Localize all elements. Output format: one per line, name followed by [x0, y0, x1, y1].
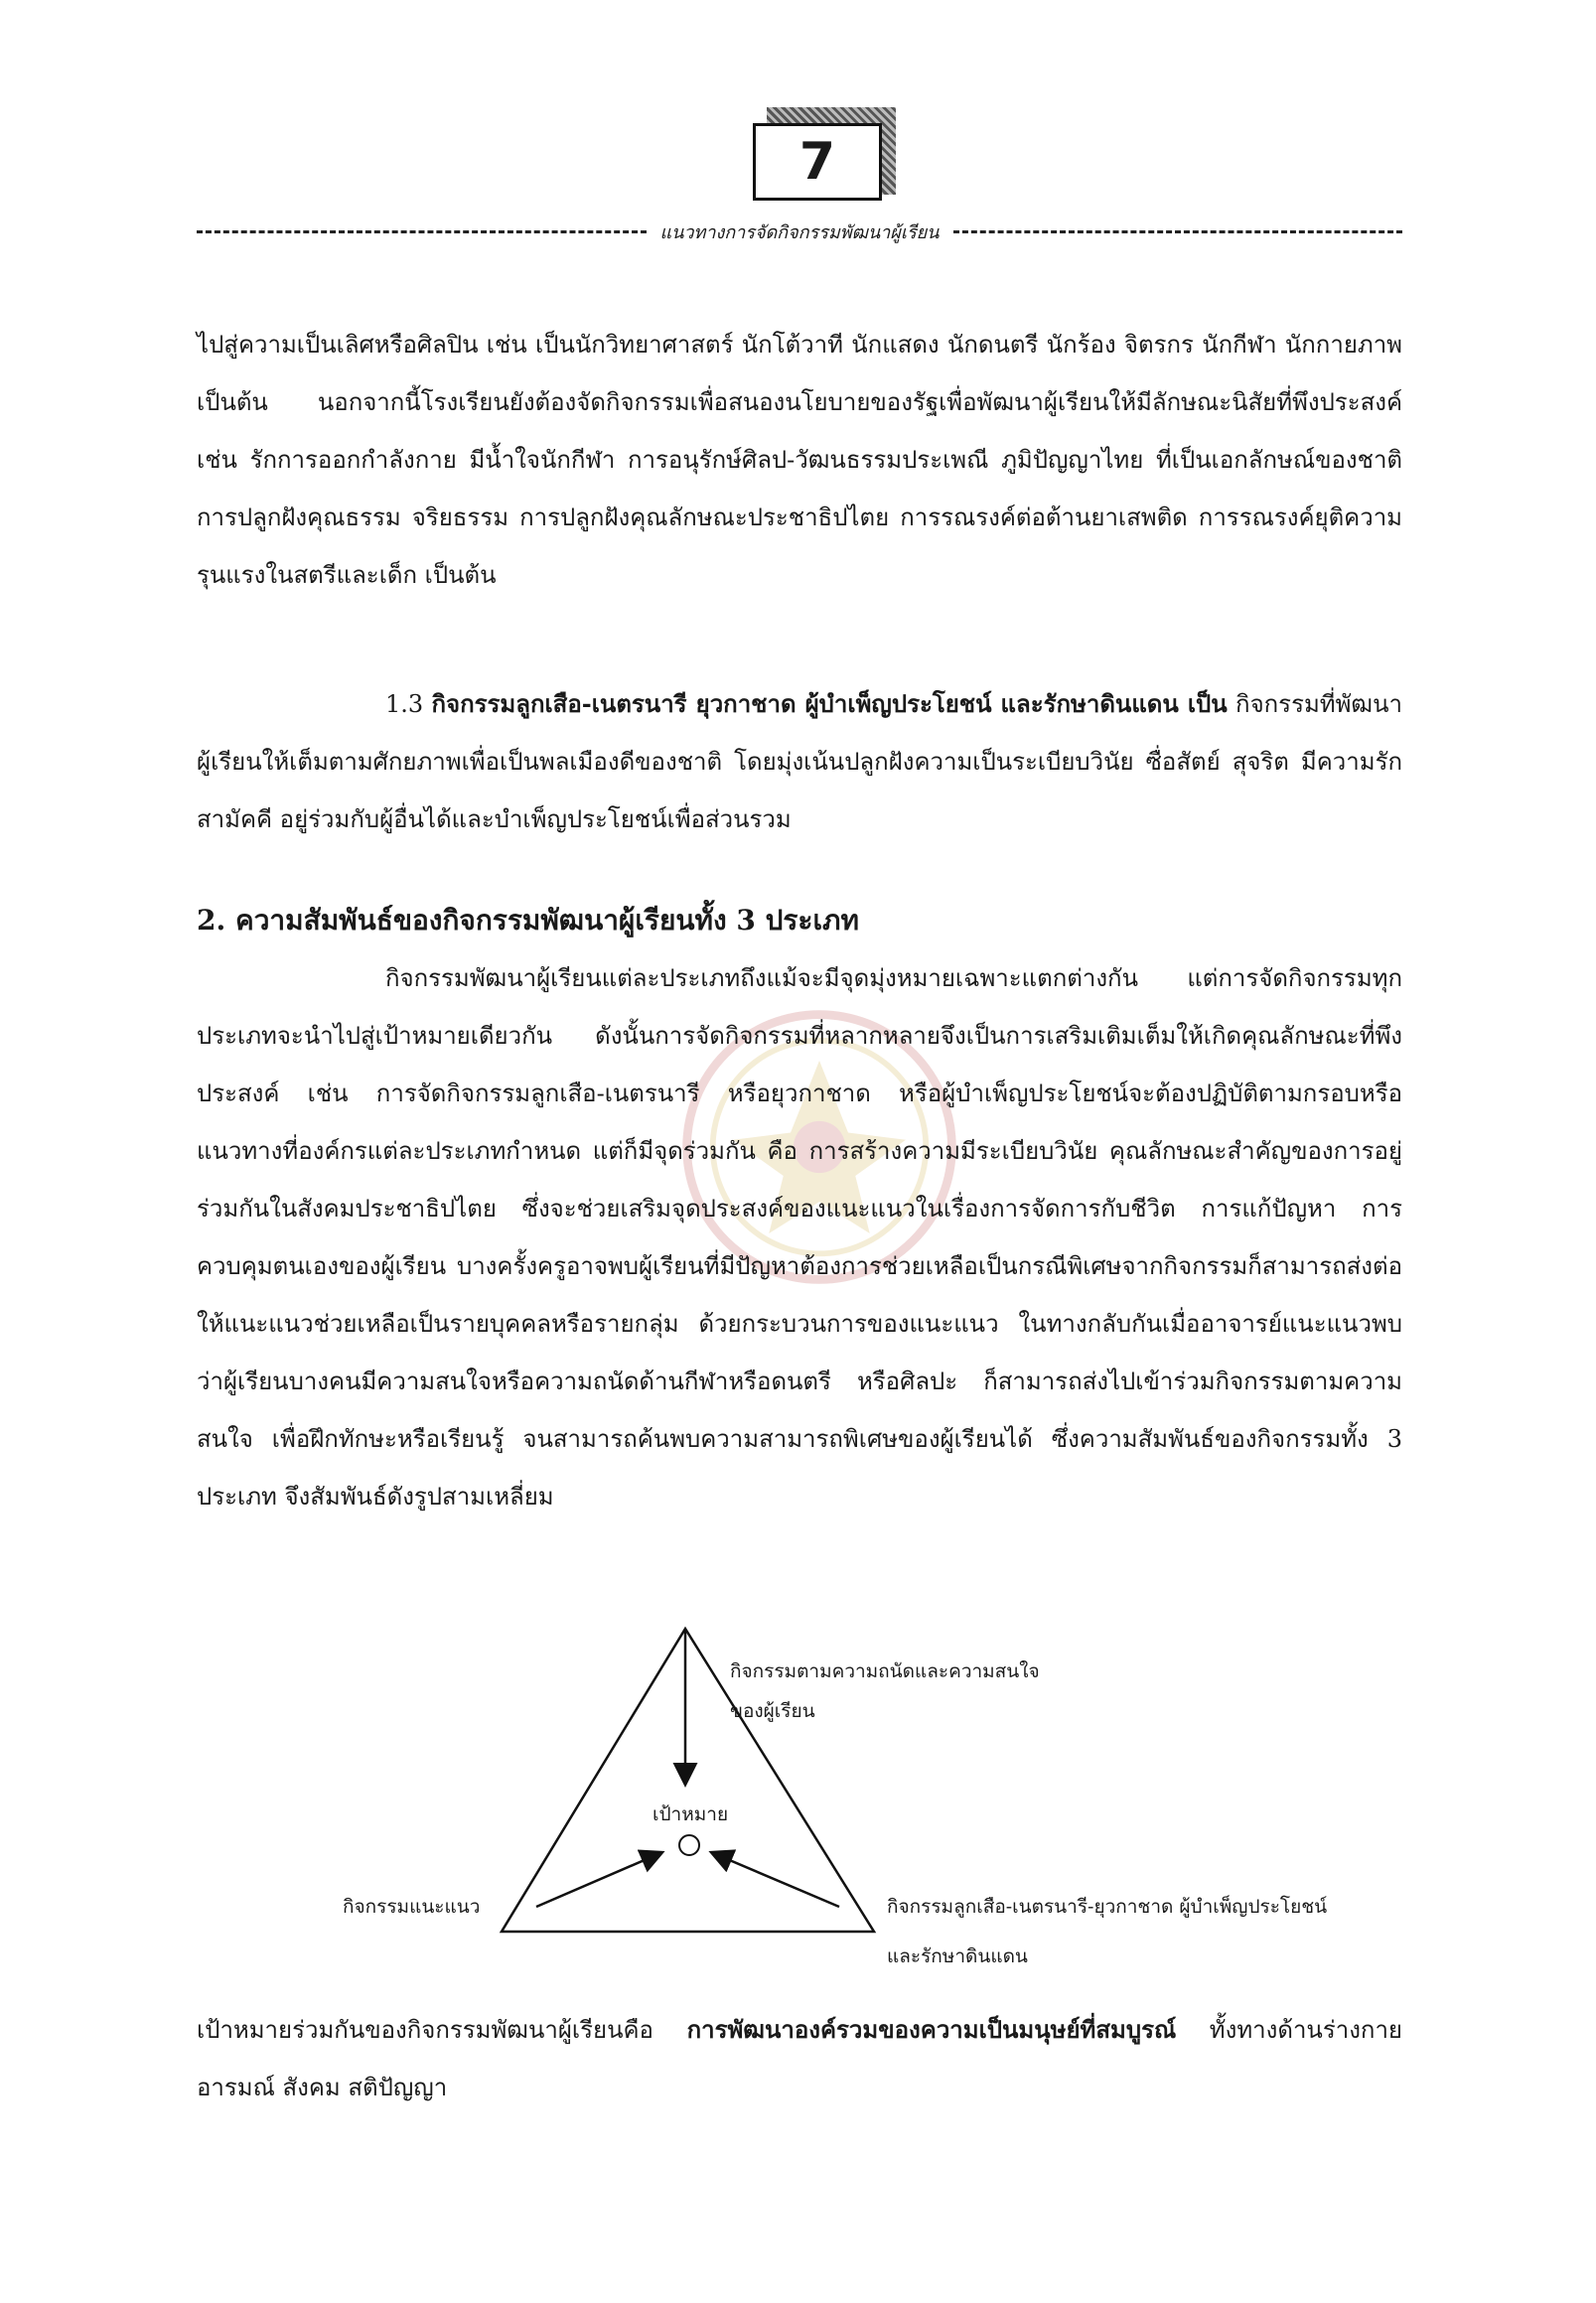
section-2-heading: 2. ความสัมพันธ์ของกิจกรรมพัฒนาผู้เรียนทั้ง 3 ประเภท: [197, 904, 859, 936]
running-header: [197, 216, 1402, 246]
intro-paragraph: ไปสู่ความเป็นเลิศหรือศิลปิน เช่น เป็นนักวิทยาศาสตร์ นักโต้วาที นักแสดง นักดนตรี นักร้อง จิตรกร นักกีฬา นักกายภาพ เป็นต้น นอกจากนี้โรงเรียนยังต้องจัดกิจกรรมเพื่อสนองนโยบายของรัฐเพื่อพัฒนาผู้เรียนให้มีลักษณะนิสัยที่พึงประสงค์ เช่น รักการออกกำลังกาย มีน้ำใจนักกีฬา การอนุรักษ์ศิลป-วัฒนธรรมประเพณี ภูมิปัญญาไทย ที่เป็นเอกลักษณ์ของชาติ การปลูกฝังคุณธรรม จริยธรรม การปลูกฝังคุณลักษณะประชาธิปไตย การรณรงค์ต่อต้านยาเสพติด การรณรงค์ยุติความรุนแรงในสตรีและเด็ก เป็นต้น: [197, 331, 1402, 589]
closing-tail: ทั้งทางด้านร่างกาย อารมณ์ สังคม สติปัญญา: [197, 2016, 1402, 2101]
diagram-right-label-line1: กิจกรรมลูกเสือ-เนตรนารี-ยุวกาชาด ผู้บำเพ็ญประโยชน์: [887, 1896, 1328, 1918]
section-1-3-paragraph: [197, 675, 1402, 848]
header-rule-right: [953, 230, 1403, 233]
diagram-left-label: กิจกรรมแนะแนว: [343, 1896, 481, 1918]
diagram-top-label-line1: กิจกรรมตามความถนัดและความสนใจ: [730, 1660, 1040, 1682]
closing-bold: การพัฒนาองค์รวมของความเป็นมนุษย์ที่สมบูรณ์: [686, 2015, 1177, 2044]
section-1-3-number: 1.3: [385, 690, 424, 718]
section-2-body: กิจกรรมพัฒนาผู้เรียนแต่ละประเภทถึงแม้จะมีจุดมุ่งหมายเฉพาะแตกต่างกัน แต่การจัดกิจกรรมทุกประเภทจะนำไปสู่เป้าหมายเดียวกัน ดังนั้นการจัดกิจกรรมที่หลากหลายจึงเป็นการเสริมเติมเต็มให้เกิดคุณลักษณะที่พึงประสงค์ เช่น การจัดกิจกรรมลูกเสือ-เนตรนารี หรือยุวกาชาด หรือผู้บำเพ็ญประโยชน์จะต้องปฏิบัติตามกรอบหรือแนวทางที่องค์กรแต่ละประเภทกำหนด แต่ก็มีจุดร่วมกัน คือ การสร้างความมีระเบียบวินัย คุณลักษณะสำคัญของการอยู่ร่วมกันในสังคมประชาธิปไตย ซึ่งจะช่วยเสริมจุดประสงค์ของแนะแนวในเรื่องการจัดการกับชีวิต การแก้ปัญหา การควบคุมตนเองของผู้เรียน บางครั้งครูอาจพบผู้เรียนที่มีปัญหาต้องการช่วยเหลือเป็นกรณีพิเศษจากกิจกรรมก็สามารถส่งต่อให้แนะแนวช่วยเหลือเป็นรายบุคคลหรือรายกลุ่ม ด้วยกระบวนการของแนะแนว ในทางกลับกันเมื่ออาจารย์แนะแนวพบว่าผู้เรียนบางคนมีความสนใจหรือความถนัดด้านกีฬาหรือดนตรี หรือศิลปะ ก็สามารถส่งไปเข้าร่วมกิจกรรมตามความสนใจ เพื่อฝึกทักษะหรือเรียนรู้ จนสามารถค้นพบความสามารถพิเศษของผู้เรียนได้ ซึ่งความสัมพันธ์ของกิจกรรมทั้ง 3 ประเภท จึงสัมพันธ์ดังรูปสามเหลี่ยม: [197, 964, 1402, 1511]
closing-lead: เป้าหมายร่วมกันของกิจกรรมพัฒนาผู้เรียนคือ: [197, 2016, 653, 2044]
section-1-3-body: กิจกรรมที่พัฒนาผู้เรียนให้เต็มตามศักยภาพเพื่อเป็นพลเมืองดีของชาติ โดยมุ่งเน้นปลูกฝังความเป็นระเบียบวินัย ซื่อสัตย์ สุจริต มีความรักสามัคคี อยู่ร่วมกับผู้อื่นได้และบำเพ็ญประโยชน์เพื่อส่วนรวม: [197, 690, 1402, 833]
diagram-right-label-line2: และรักษาดินแดน: [887, 1945, 1028, 1967]
running-header-title: แนวทางการจัดกิจกรรมพัฒนาผู้เรียน: [659, 221, 940, 243]
closing-paragraph: [197, 2001, 1402, 2116]
section-2-paragraph: [197, 949, 1402, 1525]
diagram-center-label: เป้าหมาย: [653, 1803, 729, 1825]
goal-circle: [679, 1835, 699, 1855]
page-number: 7: [753, 123, 882, 201]
section-1-3-title: กิจกรรมลูกเสือ-เนตรนารี ยุวกาชาด ผู้บำเพ็ญประโยชน์ และรักษาดินแดน เป็น: [431, 689, 1228, 718]
right-arrow: [713, 1853, 839, 1907]
header-rule-left: [197, 230, 647, 233]
diagram-top-label-line2: ของผู้เรียน: [730, 1700, 815, 1722]
left-arrow: [536, 1853, 660, 1907]
